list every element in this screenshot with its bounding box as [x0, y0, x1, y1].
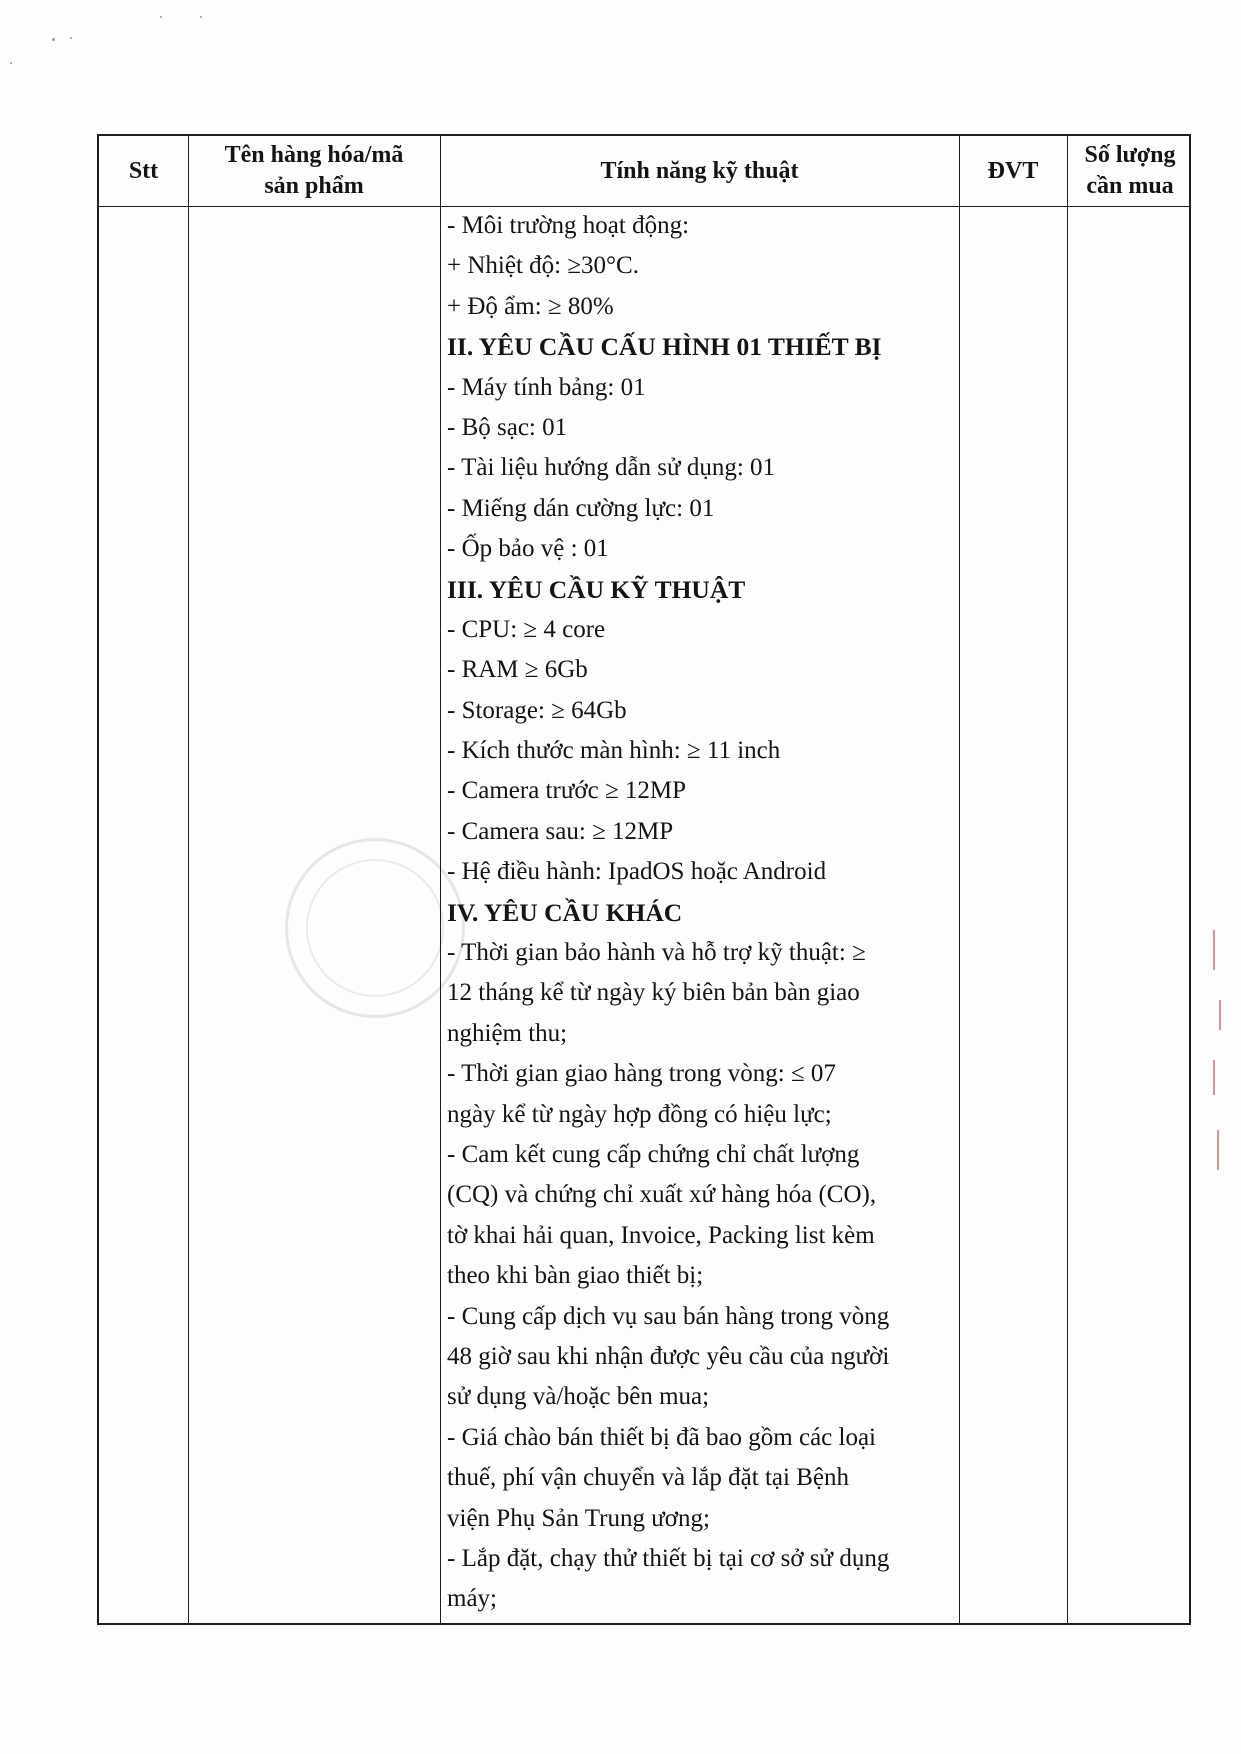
spec-line: - Camera trước ≥ 12MP: [447, 777, 687, 805]
header-stt-label: Stt: [128, 157, 159, 184]
header-stt: [99, 136, 188, 206]
spec-line: sử dụng và/hoặc bên mua;: [447, 1383, 710, 1411]
header-product-line-1: Tên hàng hóa/mã: [224, 142, 404, 168]
header-product-line-2: sản phẩm: [264, 173, 364, 199]
spec-line: - Môi trường hoạt động:: [447, 212, 690, 239]
spec-line: + Nhiệt độ: ≥30°C.: [447, 252, 639, 280]
spec-line: thuế, phí vận chuyển và lắp đặt tại Bệnh: [447, 1464, 849, 1492]
spec-line: - CPU: ≥ 4 core: [447, 615, 606, 643]
spec-line: - Ốp bảo vệ : 01: [447, 535, 609, 563]
spec-line: - Máy tính bảng: 01: [447, 373, 646, 401]
spec-line: - Hệ điều hành: IpadOS hoặc Android: [447, 858, 827, 886]
scan-speck: [200, 16, 202, 18]
spec-line: - Thời gian bảo hành và hỗ trợ kỹ thuật: ≥: [447, 939, 866, 967]
spec-line: - Cung cấp dịch vụ sau bán hàng trong vòng: [447, 1302, 890, 1330]
spec-line: - Storage: ≥ 64Gb: [447, 696, 627, 724]
header-features-label: Tính năng kỹ thuật: [600, 157, 799, 184]
column-divider: [959, 136, 960, 1623]
scan-speck: [70, 37, 72, 39]
spec-line: - Bộ sạc: 01: [447, 413, 568, 441]
spec-line: - Lắp đặt, chạy thử thiết bị tại cơ sở sử dụng: [447, 1544, 890, 1572]
header-unit: [959, 136, 1067, 206]
spec-line: - Giá chào bán thiết bị đã bao gồm các loại: [447, 1423, 877, 1451]
spec-line: theo khi bàn giao thiết bị;: [447, 1262, 704, 1290]
header-quantity: [1067, 136, 1193, 206]
spec-line: - Camera sau: ≥ 12MP: [447, 817, 674, 845]
spec-line: 48 giờ sau khi nhận được yêu cầu của người: [447, 1342, 890, 1370]
scan-speck: [52, 38, 55, 41]
spec-line: + Độ ẩm: ≥ 80%: [447, 292, 614, 320]
technical-features-cell: [447, 206, 952, 1620]
spec-line: - Kích thước màn hình: ≥ 11 inch: [447, 737, 781, 765]
header-quantity-line-1: Số lượng: [1084, 142, 1176, 168]
column-divider: [440, 136, 441, 1623]
scan-speck: [160, 16, 162, 18]
spec-line: 12 tháng kể từ ngày ký biên bản bàn giao: [447, 979, 860, 1007]
spec-line: - Tài liệu hướng dẫn sử dụng: 01: [447, 454, 776, 482]
column-divider: [1067, 136, 1068, 1623]
header-unit-label: ĐVT: [987, 157, 1039, 184]
spec-line: ngày kể từ ngày hợp đồng có hiệu lực;: [447, 1100, 832, 1128]
spec-line: tờ khai hải quan, Invoice, Packing list kèm: [447, 1221, 875, 1249]
header-quantity-line-2: cần mua: [1086, 173, 1174, 199]
section-heading: II. YÊU CẦU CẤU HÌNH 01 THIẾT BỊ: [447, 332, 882, 362]
section-heading: III. YÊU CẦU KỸ THUẬT: [447, 574, 746, 604]
spec-line: - RAM ≥ 6Gb: [447, 656, 588, 684]
scan-speck: [10, 62, 12, 64]
header-product: [188, 136, 440, 206]
header-features: [440, 136, 959, 206]
spec-line: - Cam kết cung cấp chứng chỉ chất lượng: [447, 1140, 860, 1168]
spec-line: nghiệm thu;: [447, 1019, 568, 1047]
spec-line: máy;: [447, 1585, 497, 1613]
spec-line: (CQ) và chứng chỉ xuất xứ hàng hóa (CO),: [447, 1181, 877, 1209]
spec-line: - Thời gian giao hàng trong vòng: ≤ 07: [447, 1060, 836, 1088]
spec-line: viện Phụ Sản Trung ương;: [447, 1504, 710, 1532]
spec-table: [97, 134, 1191, 1625]
margin-red-marks: [1213, 930, 1233, 1180]
column-divider: [188, 136, 189, 1623]
section-heading: IV. YÊU CẦU KHÁC: [447, 897, 683, 927]
spec-line: - Miếng dán cường lực: 01: [447, 494, 715, 522]
